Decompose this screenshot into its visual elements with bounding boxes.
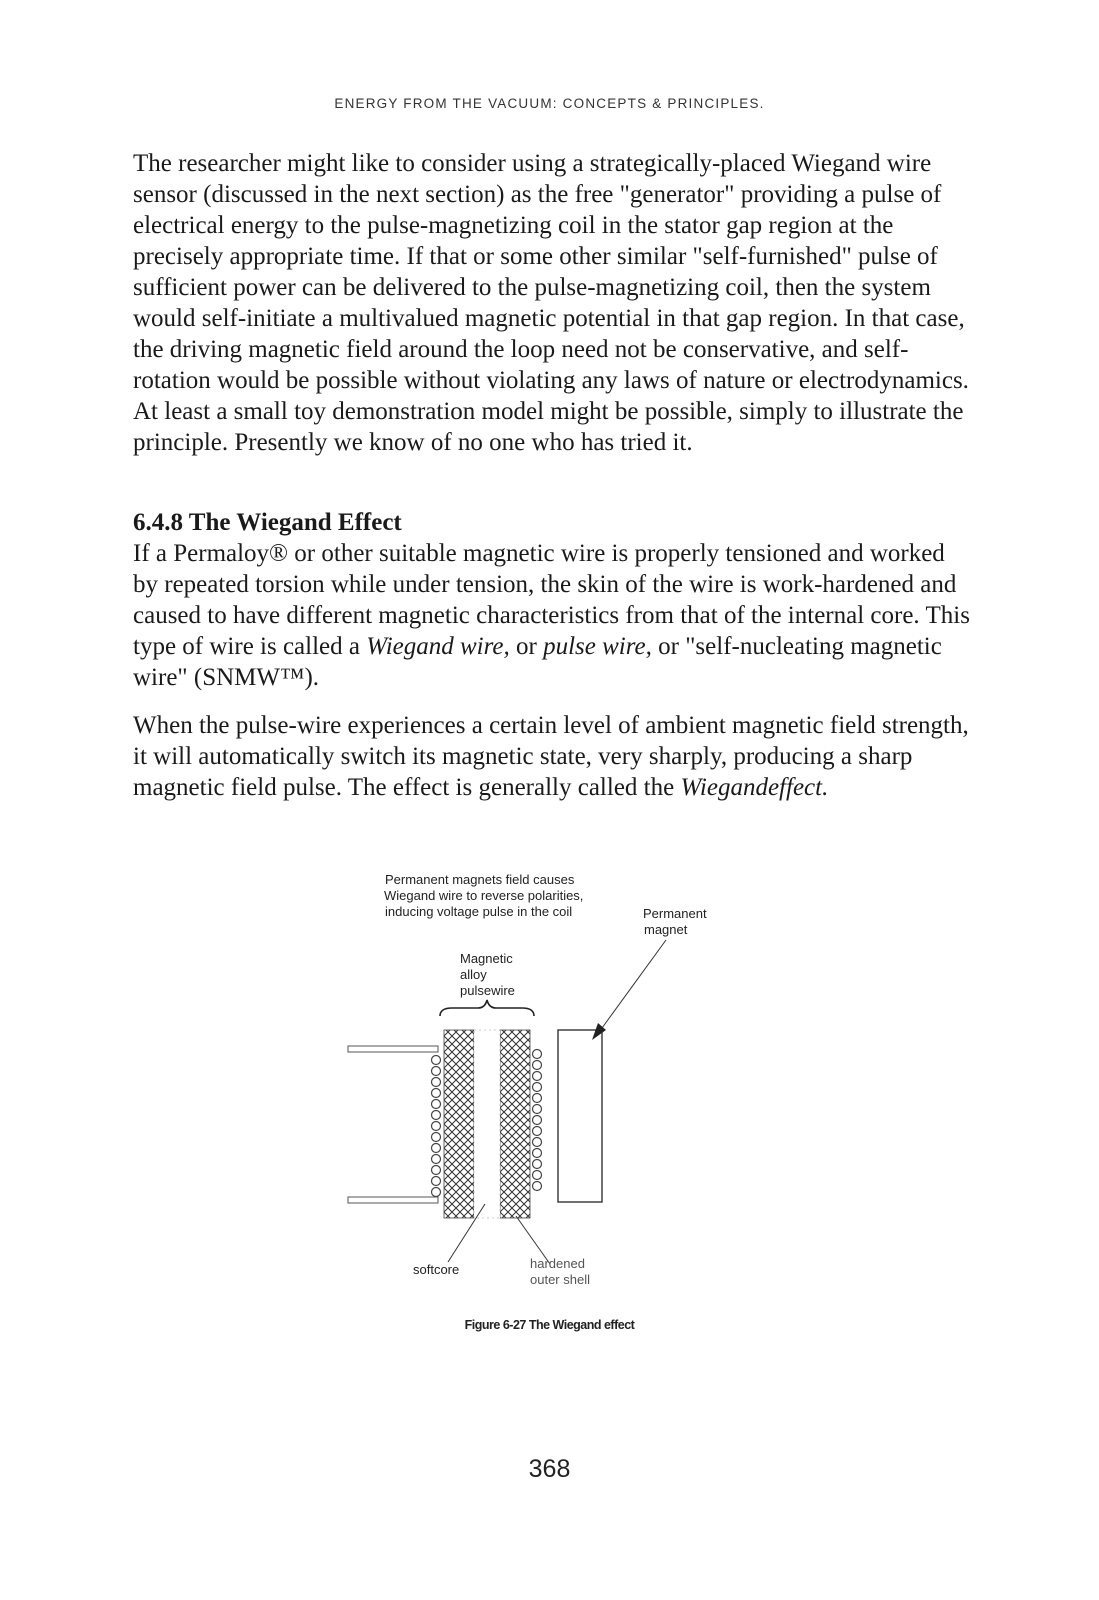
paragraph-pulse-effect bbox=[133, 710, 973, 803]
figure-label-soft-core: softcore bbox=[413, 1262, 460, 1277]
para2-italic-1: Wiegand wire, bbox=[366, 633, 510, 660]
pulse-wire-brace bbox=[440, 1000, 534, 1016]
magnet-pointer-line bbox=[602, 940, 666, 1028]
page-number: 368 bbox=[528, 1455, 571, 1483]
wiegand-effect-figure bbox=[340, 868, 740, 1308]
para2-text-1: If a Permaloy® or other suitable magnetic wire is properly tensioned and worked by repeated torsion while under tension, the skin of the wire is work-hardened and caused to have different magnetic characteristics from that of the internal core. This type of wire is called a bbox=[133, 540, 970, 660]
figure-caption: Figure 6-27 The Wiegand effect bbox=[464, 1318, 635, 1332]
coil-lead-bottom bbox=[348, 1197, 438, 1203]
figure-label-pulse-wire: Magnetic alloy pulsewire bbox=[460, 951, 515, 998]
para2-italic-2: pulse wire, bbox=[543, 633, 652, 660]
paragraph-intro-text: The researcher might like to consider using a strategically-placed Wiegand wire sensor (discussed in the next section) as the free "generator" providing a pulse of electrical energy to the pulse-magnetizing coil in the stator gap region at the precisely appropriate time. If that or some other similar "self-furnished" pulse of sufficient power can be delivered to the pulse-magnetizing coil, then the system would self-initiate a multivalued magnetic potential in that gap region. In that case, the driving magnetic field around the loop need not be conservative, and self-rotation would be possible without violating any laws of nature or electrodynamics. At least a small toy demonstration model might be possible, simply to illustrate the principle. Presently we know of no one who has tried it. bbox=[133, 150, 969, 456]
paragraph-intro bbox=[133, 148, 973, 458]
figure-label-outer-shell: hardened outer shell bbox=[530, 1256, 590, 1287]
soft-core bbox=[474, 1030, 500, 1218]
coil-lead-top bbox=[348, 1046, 438, 1052]
figure-label-top: Permanent magnets field causes Wiegand wire to reverse polarities, inducing voltage pulse in the coil bbox=[384, 872, 584, 919]
para3-italic-1: Wiegandeffect. bbox=[680, 774, 829, 801]
permanent-magnet bbox=[558, 1030, 602, 1202]
para2-text-2: or bbox=[509, 633, 544, 660]
paragraph-wiegand-wire bbox=[133, 538, 973, 693]
coil-windings-right bbox=[533, 1050, 542, 1191]
hardened-shell-right bbox=[500, 1030, 530, 1218]
section-heading: 6.4.8 The Wiegand Effect bbox=[133, 509, 402, 536]
running-header: ENERGY FROM THE VACUUM: CONCEPTS & PRINCIPLES. bbox=[334, 96, 765, 111]
para2-text-3: or "self-nucleating magnetic wire" (SNMW™). bbox=[133, 633, 942, 691]
para3-text-1: When the pulse-wire experiences a certain level of ambient magnetic field strength, it will automatically switch its magnetic state, very sharply, producing a sharp magnetic field pulse. The effect is generally called the bbox=[133, 712, 969, 801]
hardened-shell-left bbox=[444, 1030, 474, 1218]
coil-windings-left bbox=[432, 1056, 441, 1197]
figure-label-magnet: Permanent magnet bbox=[643, 906, 707, 937]
